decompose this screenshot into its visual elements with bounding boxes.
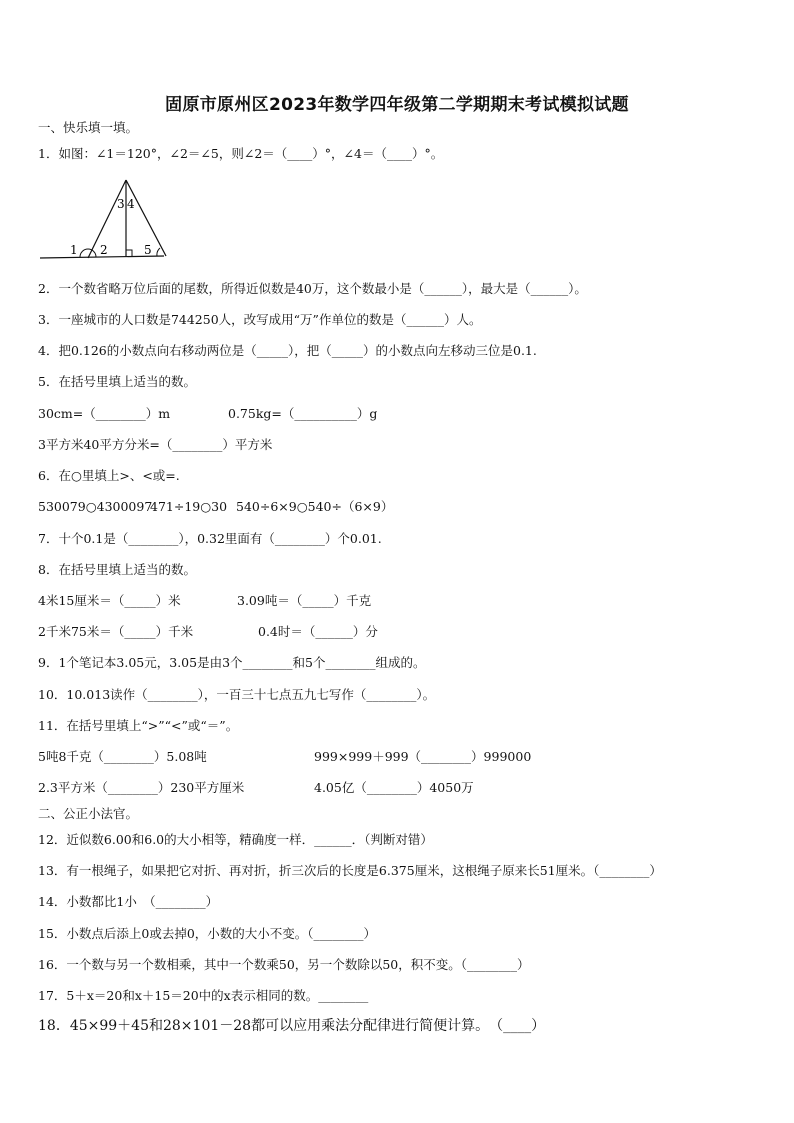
question-6: 6．在○里填上>、<或=. — [38, 468, 180, 483]
question-6-b: 471÷19○30 — [150, 499, 228, 514]
question-10: 10．10.013读作（________），一百三十七点五九七写作（________）。 — [38, 687, 436, 702]
question-4: 4．把0.126的小数点向右移动两位是（_____），把（_____）的小数点向左移动三位是0.1. — [38, 343, 537, 358]
figure-label-5: 5 — [144, 243, 152, 257]
question-14: 14．小数都比1小 （________） — [38, 894, 219, 909]
question-5-c: 3平方米40平方分米=（________）平方米 — [38, 437, 273, 452]
question-2: 2．一个数省略万位后面的尾数，所得近似数是40万，这个数最小是（______），最大是（______）。 — [38, 281, 587, 296]
question-8: 8．在括号里填上适当的数。 — [38, 562, 196, 577]
question-6-c: 540÷6×9○540÷（6×9） — [236, 499, 394, 514]
question-11: 11．在括号里填上“>”“<”或“＝”。 — [38, 718, 239, 733]
question-12: 12．近似数6.00和6.0的大小相等，精确度一样．______．（判断对错） — [38, 832, 433, 847]
question-13: 13．有一根绳子，如果把它对折、再对折，折三次后的长度是6.375厘米，这根绳子原来长51厘米。（________） — [38, 863, 662, 878]
question-15: 15．小数点后添上0或去掉0，小数的大小不变。（________） — [38, 926, 377, 941]
triangle-angle-figure — [36, 174, 176, 264]
question-7: 7．十个0.1是（________），0.32里面有（________）个0.01. — [38, 531, 382, 546]
section-heading-judge: 二、公正小法官。 — [38, 806, 139, 821]
figure-label-3: 3 — [117, 197, 125, 211]
question-8-d: 0.4时＝（______）分 — [258, 624, 378, 639]
question-11-c: 2.3平方米（________）230平方厘米 — [38, 780, 245, 795]
question-18: 18．45×99＋45和28×101－28都可以应用乘法分配律进行简便计算。 （____） — [38, 1018, 546, 1034]
question-1: 1．如图：∠1＝120°，∠2＝∠5，则∠2＝（____）°，∠4＝（____）°。 — [38, 146, 444, 161]
question-9: 9．1个笔记本3.05元，3.05是由3个________和5个________组成的。 — [38, 655, 426, 670]
figure-label-1: 1 — [70, 243, 78, 257]
page-title: 固原市原州区2023年数学四年级第二学期期末考试模拟试题 — [165, 95, 629, 115]
figure-label-2: 2 — [100, 243, 108, 257]
question-11-d: 4.05亿（________）4050万 — [314, 780, 474, 795]
question-8-c: 2千米75米＝（_____）千米 — [38, 624, 194, 639]
question-11-a: 5吨8千克（________）5.08吨 — [38, 749, 207, 764]
question-6-a: 530079○4300097 — [38, 499, 153, 514]
figure-label-4: 4 — [127, 197, 135, 211]
question-3: 3．一座城市的人口数是744250人，改写成用“万”作单位的数是（______）人。 — [38, 312, 482, 327]
question-16: 16．一个数与另一个数相乘，其中一个数乘50，另一个数除以50，积不变。（________） — [38, 957, 530, 972]
question-8-a: 4米15厘米＝（_____）米 — [38, 593, 181, 608]
question-5-b: 0.75kg=（__________）g — [228, 406, 378, 421]
question-5: 5．在括号里填上适当的数。 — [38, 374, 196, 389]
question-11-b: 999×999＋999（________）999000 — [314, 749, 532, 764]
section-heading-fill: 一、快乐填一填。 — [38, 120, 139, 135]
question-5-a: 30cm=（________）m — [38, 406, 171, 421]
question-8-b: 3.09吨＝（_____）千克 — [237, 593, 372, 608]
question-17: 17．5＋x＝20和x＋15＝20中的x表示相同的数。________ — [38, 988, 369, 1003]
